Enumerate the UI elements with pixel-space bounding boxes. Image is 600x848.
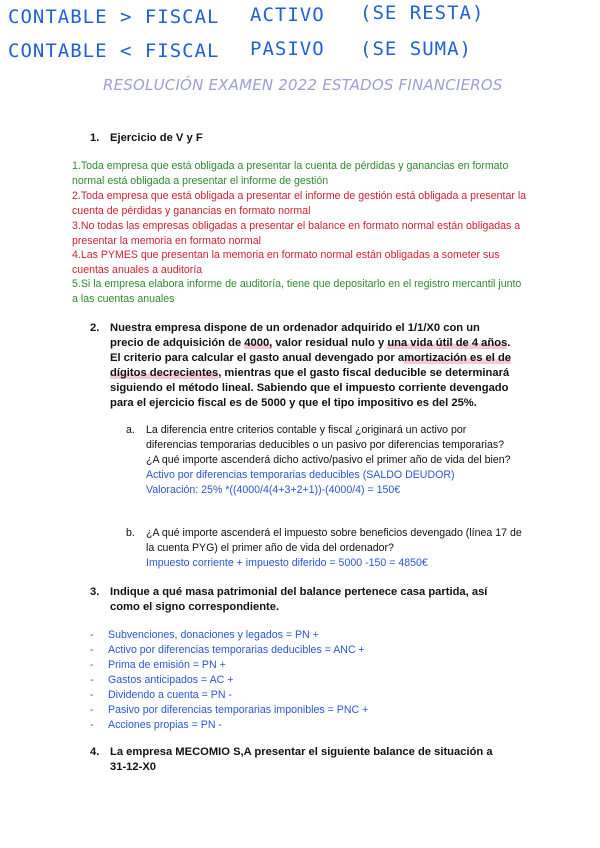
- question-2a-answer-2: Valoración: 25% *((4000/4(4+3+2+1))-(4000/4) = 150€: [146, 484, 401, 496]
- question-1-heading: Ejercicio de V y F: [110, 132, 203, 144]
- note-contable-mayor-fiscal: CONTABLE > FISCAL: [8, 6, 220, 28]
- list-item-text: Acciones propias = PN -: [108, 719, 222, 731]
- question-2b-text: ¿A qué importe ascenderá el impuesto sobre beneficios devengado (línea 17 de la cuenta PYG) el primer año de vida del ordenador?: [146, 527, 522, 554]
- vf-item-5: 5.Si la empresa elabora informe de auditoría, tiene que depositarlo en el registro mercantil junto a las cuentas anuales: [72, 278, 522, 305]
- vf-item-1: 1.Toda empresa que está obligada a presentar la cuenta de pérdidas y ganancias en formato normal está obligada a presentar el informe de gestión: [72, 160, 509, 187]
- list-item-text: Dividendo a cuenta = PN -: [108, 689, 232, 701]
- question-2b-answer: Impuesto corriente + impuesto diferido = 5000 -150 = 4850€: [146, 557, 428, 569]
- question-2-highlight-method: mortización es el de dígitos decrecientes: [110, 352, 512, 379]
- note-contable-menor-fiscal: CONTABLE < FISCAL: [8, 40, 220, 62]
- list-item-text: Pasivo por diferencias temporarias imponibles = PNC +: [108, 704, 369, 716]
- list-item-text: Subvenciones, donaciones y legados = PN +: [108, 629, 319, 641]
- page-title: RESOLUCIÓN EXAMEN 2022 ESTADOS FINANCIEROS: [103, 76, 503, 94]
- note-se-resta: (SE RESTA): [360, 2, 485, 24]
- note-activo: ACTIVO: [250, 4, 325, 26]
- question-2b-letter: b.: [126, 527, 135, 539]
- question-4-number: 4.: [90, 746, 100, 758]
- note-pasivo: PASIVO: [250, 38, 325, 60]
- question-2-highlight-life: una vida útil de 4 años: [387, 337, 508, 349]
- question-3-heading: Indique a qué masa patrimonial del balance pertenece casa partida, así como el signo correspondiente.: [110, 586, 488, 613]
- question-4-heading: La empresa MECOMIO S,A presentar el siguiente balance de situación a 31-12-X0: [110, 746, 493, 773]
- question-2-text-a: Nuestra empresa dispone de un ordenador adquirido el 1/1/X0 con un precio de adquisición de: [110, 322, 480, 349]
- vf-item-4: 4.Las PYMES que presentan la memoria en formato normal están obligadas a someter sus cuentas anuales a auditoría: [72, 249, 500, 276]
- question-2-text-d: , mientras que el gasto fiscal deducible se determinará siguiendo el método lineal. Sabiendo que el impuesto corriente devengado para el ejercicio fiscal es de 5000 y que el tipo impositivo es del 25%.: [110, 367, 510, 409]
- question-2a-answer-1: Activo por diferencias temporarias deducibles (SALDO DEUDOR): [146, 469, 455, 481]
- question-1-number: 1.: [90, 132, 100, 144]
- vf-item-3: 3.No todas las empresas obligadas a presentar el balance en formato normal están obligadas a presentar la memoria en formato normal: [72, 220, 521, 247]
- question-2-text-c: . El criterio para calcular el gasto anual devengado por a: [110, 337, 511, 364]
- question-2a-letter: a.: [126, 424, 135, 436]
- vf-item-2: 2.Toda empresa que está obligada a presentar el informe de gestión está obligada a presentar la cuenta de pérdidas y ganancias en formato normal: [72, 190, 527, 217]
- note-se-suma: (SE SUMA): [360, 38, 472, 60]
- question-2-highlight-price: 4000,: [244, 337, 273, 349]
- question-2-number: 2.: [90, 322, 100, 334]
- question-2-text: [110, 321, 515, 411]
- list-item-text: Activo por diferencias temporarias deducibles = ANC +: [108, 644, 365, 656]
- question-2-text-b: valor residual nulo y: [272, 337, 388, 349]
- question-2a-text: La diferencia entre criterios contable y fiscal ¿originará un activo por diferencias temporarias deducibles o un pasivo por diferencias temporarias?¿A qué importe ascenderá dicho activo/pasivo el primer año de vida del bien?: [146, 424, 511, 466]
- question-3-number: 3.: [90, 586, 100, 598]
- list-item-text: Prima de emisión = PN +: [108, 659, 226, 671]
- list-item-text: Gastos anticipados = AC +: [108, 674, 234, 686]
